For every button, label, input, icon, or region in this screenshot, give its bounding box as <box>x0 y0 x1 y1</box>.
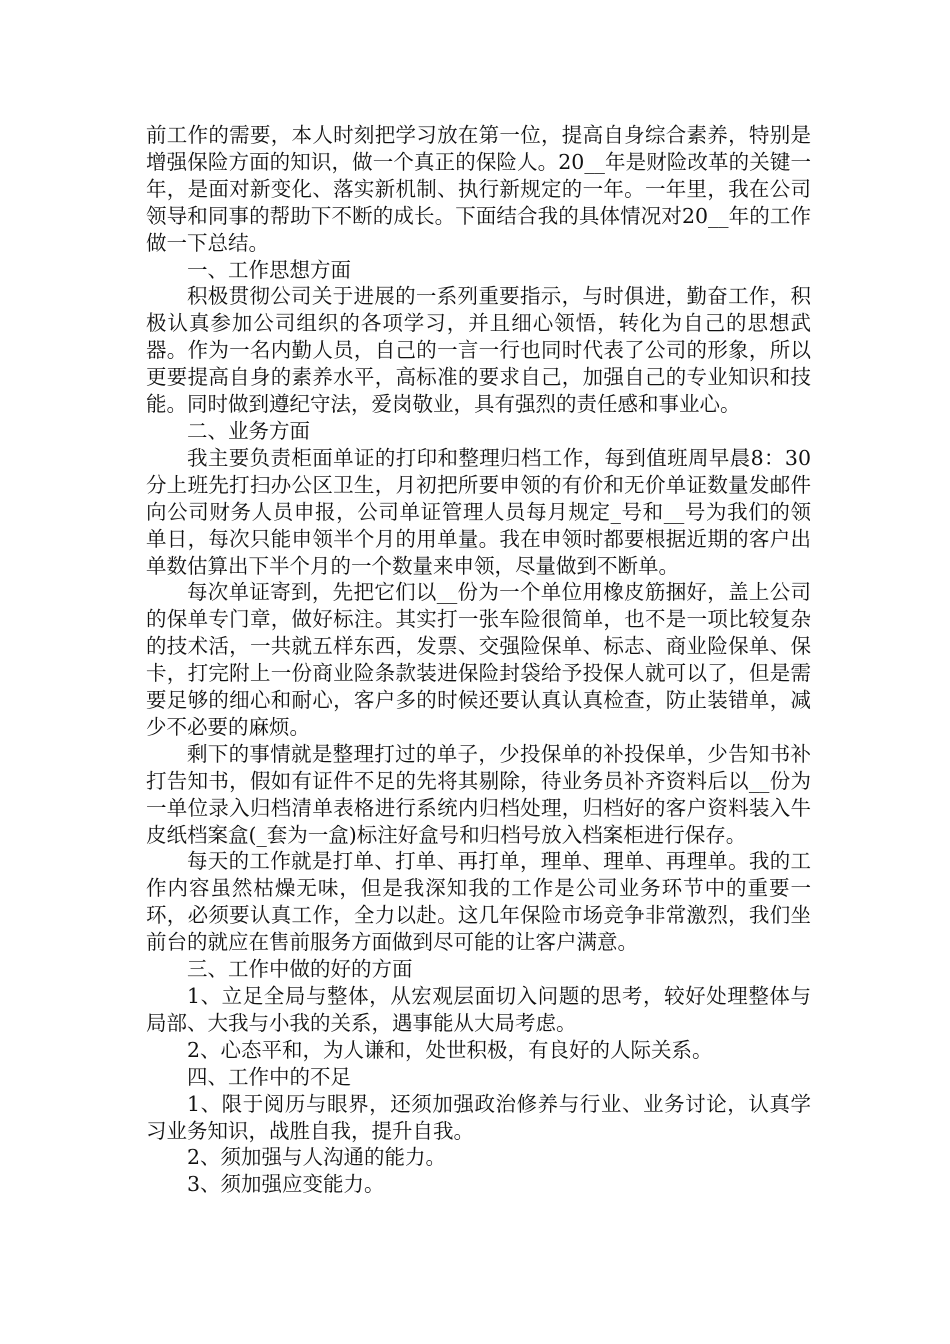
paragraph-business-1: 我主要负责柜面单证的打印和整理归档工作，每到值班周早晨8：30分上班先打扫办公区卫生，月初把所要申领的有价和无价单证数量发邮件向公司财务人员申报，公司单证管理人员每月规定_号和__号为我们的领单日，每次只能申领半个月的用单量。我在申领时都要根据近期的客户出单数估算出下半个月的一个数量来申领，尽量做到不断单。 <box>146 445 811 578</box>
weakness-item-2: 2、须加强与人沟通的能力。 <box>187 1145 447 1170</box>
weakness-item-1: 1、限于阅历与眼界，还须加强政治修养与行业、业务讨论，认真学习业务知识，战胜自我，提升自我。 <box>146 1091 811 1143</box>
paragraph-business-3: 剩下的事情就是整理打过的单子，少投保单的补投保单，少告知书补打告知书，假如有证件不足的先将其剔除，待业务员补齐资料后以__份为一单位录入归档清单表格进行系统内归档处理，归档好的客户资料装入牛皮纸档案盒(_套为一盒)标注好盒号和归档号放入档案柜进行保存。 <box>146 741 811 847</box>
paragraph-work-thought: 积极贯彻公司关于进展的一系列重要指示，与时俱进，勤奋工作，积极认真参加公司组织的各项学习，并且细心领悟，转化为自己的思想武器。作为一名内勤人员，自己的一言一行也同时代表了公司的形象，所以更要提高自身的素养水平，高标准的要求自己，加强自己的专业知识和技能。同时做到遵纪守法，爱岗敬业，具有强烈的责任感和事业心。 <box>146 284 811 417</box>
paragraph-business-2: 每次单证寄到，先把它们以__份为一个单位用橡皮筋捆好，盖上公司的保单专门章，做好标注。其实打一张车险很简单，也不是一项比较复杂的技术活，一共就五样东西，发票、交强险保单、标志、商业险保单、保卡，打完附上一份商业险条款装进保险封袋给予投保人就可以了，但是需要足够的细心和耐心，客户多的时候还要认真认真检查，防止装错单，减少不必要的麻烦。 <box>146 580 811 739</box>
heading-strengths: 三、工作中做的好的方面 <box>187 957 413 982</box>
document-body <box>146 122 811 1198</box>
heading-business: 二、业务方面 <box>187 418 310 443</box>
paragraph-intro: 前工作的需要，本人时刻把学习放在第一位，提高自身综合素养，特别是增强保险方面的知识，做一个真正的保险人。20__年是财险改革的关键一年，是面对新变化、落实新机制、执行新规定的一年。一年里，我在公司领导和同事的帮助下不断的成长。下面结合我的具体情况对20__年的工作做一下总结。 <box>146 123 811 255</box>
heading-work-thought: 一、工作思想方面 <box>187 257 351 282</box>
weakness-item-3: 3、须加强应变能力。 <box>187 1172 385 1197</box>
heading-weaknesses: 四、工作中的不足 <box>187 1064 351 1089</box>
strength-item-2: 2、心态平和，为人谦和，处世积极，有良好的人际关系。 <box>187 1037 713 1062</box>
strength-item-1: 1、立足全局与整体，从宏观层面切入问题的思考，较好处理整体与局部、大我与小我的关系，遇事能从大局考虑。 <box>146 984 811 1035</box>
paragraph-business-4: 每天的工作就是打单、打单、再打单，理单、理单、再理单。我的工作内容虽然枯燥无味，但是我深知我的工作是公司业务环节中的重要一环，必须要认真工作，全力以赴。这几年保险市场竞争非常激烈，我们坐前台的就应在售前服务方面做到尽可能的让客户满意。 <box>146 849 811 955</box>
